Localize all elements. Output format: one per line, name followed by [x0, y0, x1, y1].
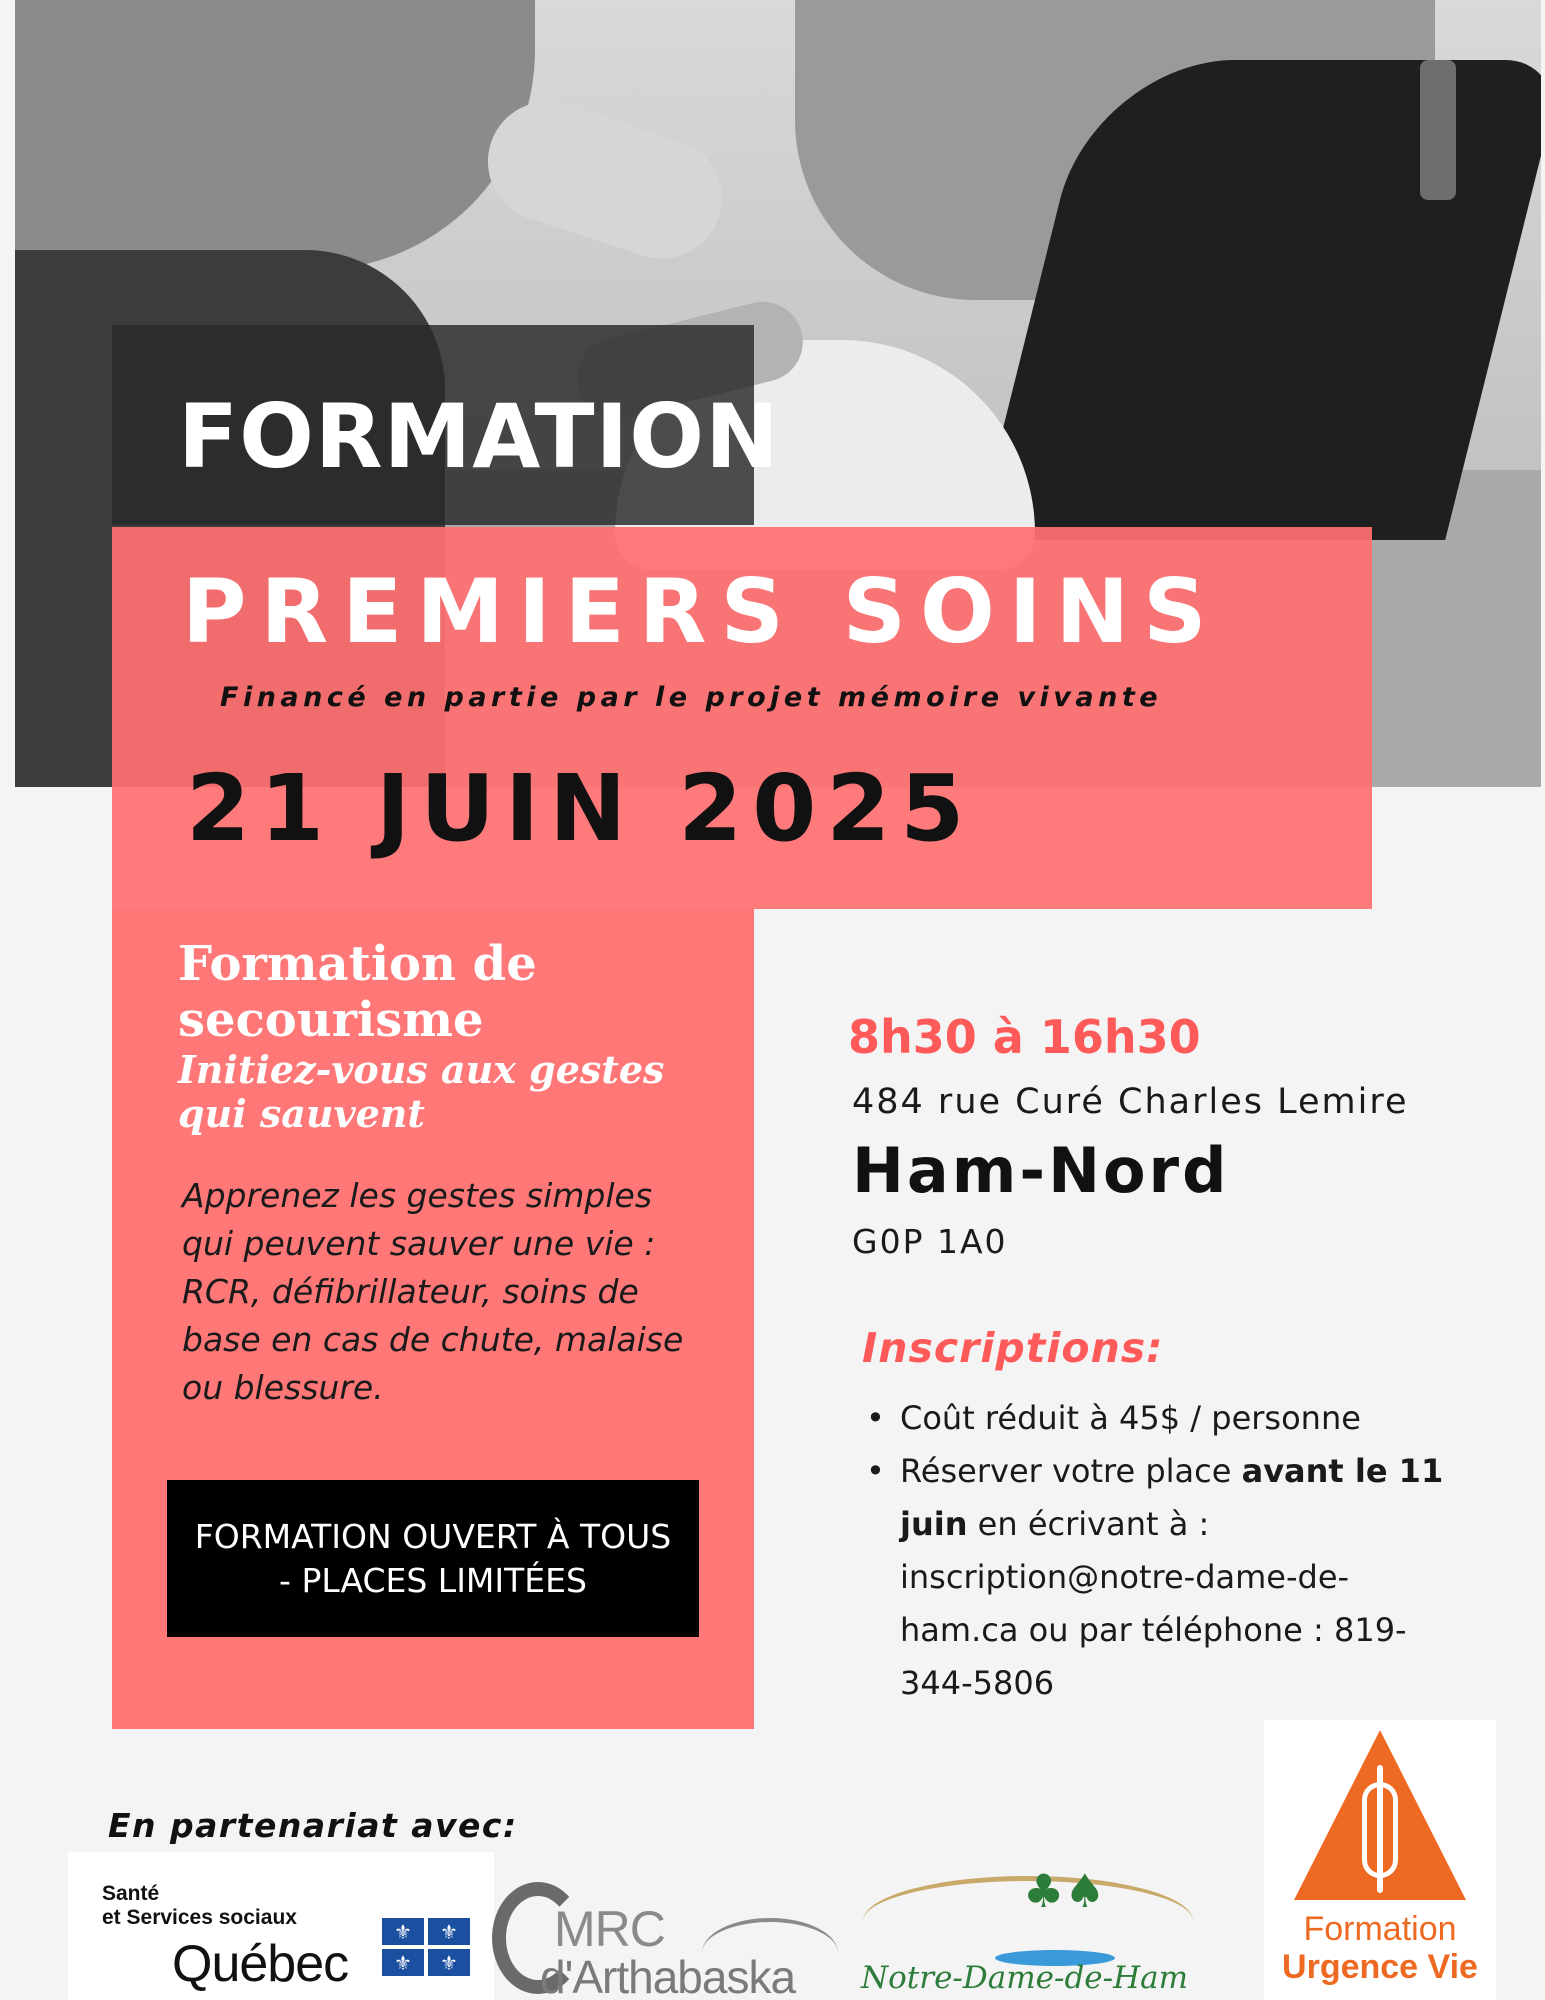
open-to-all-banner: FORMATION OUVERT À TOUS - PLACES LIMITÉES [167, 1480, 699, 1637]
fleur-de-lis-icon: ⚜ [382, 1949, 424, 1976]
snake-icon [1362, 1782, 1398, 1878]
fleur-de-lis-icon: ⚜ [382, 1918, 424, 1945]
mrc-arthabaska-logo [492, 1872, 838, 2000]
address-city: Ham-Nord [852, 1134, 1230, 1207]
fleur-de-lis-icon: ⚜ [428, 1949, 470, 1976]
left-person-arm [15, 0, 535, 270]
address-street: 484 rue Curé Charles Lemire [852, 1082, 1409, 1122]
notre-dame-de-ham-logo [855, 1864, 1210, 2000]
urgence-vie-line2: Urgence Vie [1282, 1948, 1478, 1986]
page-title: PREMIERS SOINS [182, 560, 1221, 663]
mrc-logo-bottom: d'Arthabaska [540, 1951, 796, 2000]
partners-label: En partenariat avec: [108, 1806, 518, 1845]
panel-subheading: Initiez-vous aux gestes qui sauvent [178, 1047, 665, 1136]
event-time: 8h30 à 16h30 [848, 1010, 1201, 1064]
inscriptions-title: Inscriptions: [862, 1324, 1164, 1372]
trees-icon: ♣♠ [1023, 1864, 1106, 1918]
hand-open [472, 86, 737, 274]
panel-heading: Formation de secourisme [178, 936, 537, 1048]
urgence-vie-line1: Formation [1303, 1910, 1457, 1948]
mrc-logo-top: MRC [554, 1901, 665, 1957]
list-item-cost [862, 1392, 1462, 1445]
reserve-prefix: Réserver votre place [900, 1452, 1242, 1490]
cost-text: Coût réduit à 45$ / personne [900, 1399, 1361, 1437]
quebec-logo-line1: Santé [102, 1882, 160, 1905]
panel-description: Apprenez les gestes simples qui peuvent sauver une vie : RCR, défibrillateur, soins de base en cas de chute, malaise ou blessure. [182, 1176, 684, 1407]
sante-quebec-logo [68, 1852, 494, 2000]
formation-urgence-vie-logo [1264, 1720, 1496, 2000]
quebec-flag-icon [382, 1918, 470, 1976]
formation-label: FORMATION [178, 385, 780, 488]
bag-tassel [1420, 60, 1456, 200]
list-item-reservation [862, 1445, 1462, 1710]
quebec-logo-line2: et Services sociaux [102, 1906, 297, 1929]
inscriptions-list [862, 1392, 1462, 1710]
notre-dame-logo-text: Notre-Dame-de-Ham [861, 1960, 1189, 1996]
quebec-logo-wordmark: Québec [172, 1935, 349, 1993]
event-date: 21 JUIN 2025 [186, 755, 975, 862]
funding-note: Financé en partie par le projet mémoire vivante [220, 682, 1163, 713]
reserve-contact: en écrivant à : inscription@notre-dame-de-ham.ca ou par téléphone : 819-344-5806 [900, 1505, 1407, 1702]
fleur-de-lis-icon: ⚜ [428, 1918, 470, 1945]
reserve-deadline: avant le 11 juin [900, 1452, 1444, 1543]
postal-code: G0P 1A0 [852, 1222, 1008, 1261]
